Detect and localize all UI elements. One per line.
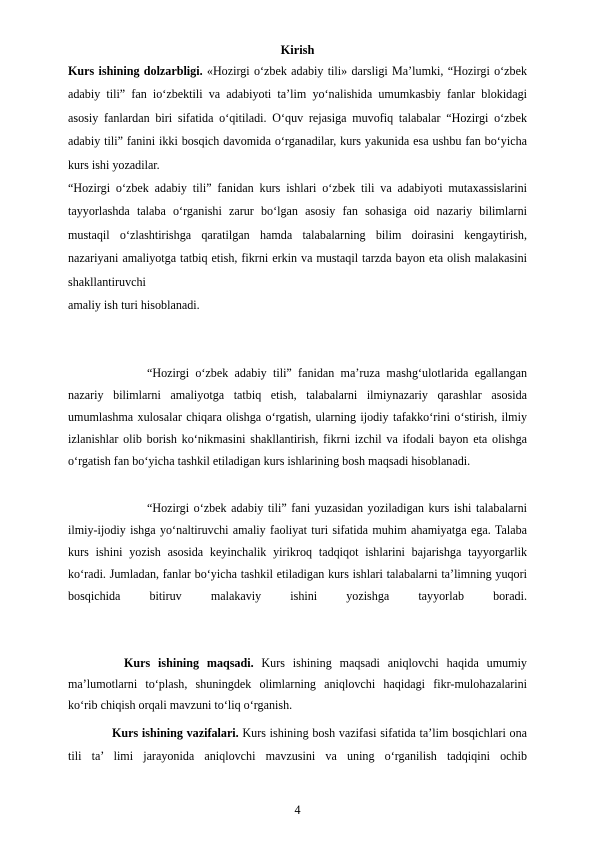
paragraph-course-work-purpose: [68, 177, 527, 317]
paragraph-relevance: [68, 60, 527, 177]
tasks-text: Kurs ishining bosh vazifasi sifatida ta’lim bosqichlari ona tili ta’ limi jarayonida aniqlovchi mavzusini va uning o‘rganilish tadqiqini ochib: [68, 726, 527, 764]
tasks-heading: Kurs ishining vazifalari.: [112, 726, 239, 740]
aim-heading: Kurs ishining maqsadi.: [124, 656, 254, 670]
page-number: 4: [294, 803, 301, 817]
course-work-text-last: amaliy ish turi hisoblanadi.: [68, 298, 200, 313]
paragraph-tasks: [68, 722, 527, 769]
aim-text: Kurs ishining maqsadi aniqlovchi haqida umumiy ma’lumotlarni to‘plash, shuningdek olimlarning aniqlovchi haqidagi fikr-mulohazalarini ko‘rib chiqish orqali mavzuni to‘liq o‘rganish.: [68, 656, 527, 713]
paragraph-main-goal: [68, 362, 527, 472]
paragraph-aim: [68, 653, 527, 717]
main-goal-text: “Hozirgi o‘zbek adabiy tili” fanidan ma’ruza mashg‘ulotlarida egallangan nazariy bilimlarni amaliyotga tatbiq etish, talabalarni ilmiynazariy qarashlar asosida umumlashma xulosalar chiqara olishga o‘rgatish, ularning ijodiy tafakko‘rini o‘stirish, ilmiy izlanishlar olib borish ko‘nikmasini shakllantirish, fikrni izchil va ifodali bayon eta olishga o‘rgatish fan bo‘yicha tashkil etiladigan kurs ishlarining bosh maqsadi hisoblanadi.: [68, 366, 527, 469]
page-title: Kirish: [280, 43, 315, 57]
importance-text: “Hozirgi o‘zbek adabiy tili” fani yuzasidan yoziladigan kurs ishi talabalarni ilmiy-ijodiy ishga yo‘naltiruvchi amaliy faoliyat turi sifatida muhim ahamiyatga ega. Talaba kurs ishini yozish asosida keyinchalik yirikroq tadqiqot ishlarini bajarishga tayyorgarlik ko‘radi. Jumladan, fanlar bo‘yicha tashkil etiladigan kurs ishlari talabalarni ta’limning yuqori bosqichida bitiruv malakaviy ishini yozishga tayyorlab boradi.: [68, 501, 527, 604]
relevance-text: «Hozirgi o‘zbek adabiy tili» darsligi Ma’lumki, “Hozirgi o‘zbek adabiy tili” fan io‘zbektili va adabiyoti ta’lim yo‘nalishida umumkasbiy fanlar blokidagi asosiy fanlardan biri sifatida o‘qitiladi. O‘quv rejasiga muvofiq talabalar “Hozirgi o‘zbek adabiy tili” fanini ikki bosqich davomida o‘rganadilar, kurs yakunida esa ushbu fan bo‘yicha kurs ishi yozadilar.: [68, 64, 528, 172]
paragraph-importance: [68, 497, 527, 607]
relevance-heading: Kurs ishining dolzarbligi.: [68, 64, 203, 78]
course-work-text: “Hozirgi o‘zbek adabiy tili” fanidan kurs ishlari o‘zbek tili va adabiyoti mutaxassislarini tayyorlashda talaba o‘rganishi zarur bo‘lgan asosiy fan sohasiga oid nazariy bilimlarni mustaqil o‘zlashtirishga qaratilgan hamda talabalarning bilim doirasini kengaytirish, nazariyani amaliyotga tatbiq etish, fikrni erkin va mustaqil tarzda bayon eta olish malakasini shakllantiruvchi: [68, 181, 527, 289]
